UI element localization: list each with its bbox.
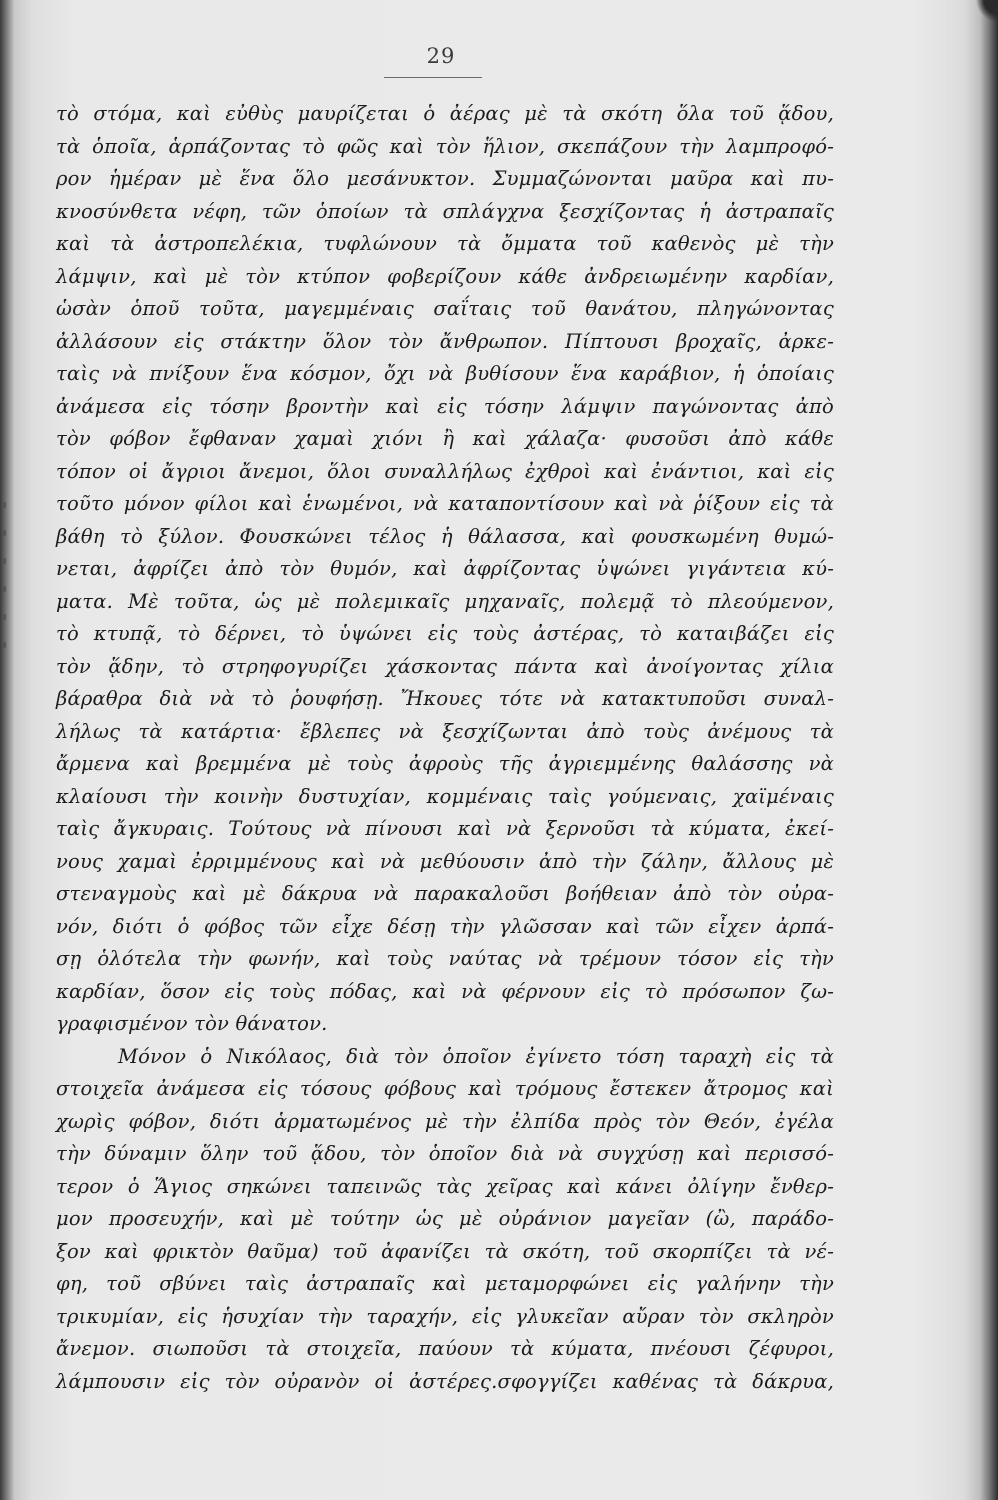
text-line: λήλως τὰ κατάρτια· ἔβλεπες νὰ ξεσχίζωνται ἀπὸ τοὺς ἀνέμους τὰ: [56, 719, 834, 743]
text-line: νόν, διότι ὁ φόβος τῶν εἶχε δέσῃ τὴν γλῶσσαν καὶ τῶν εἶχεν ἀρπά-: [56, 914, 834, 938]
page-number-rule: [384, 77, 482, 78]
text-line: ρον ἡμέραν μὲ ἕνα ὅλο μεσάνυκτον. Συμμαζώνονται μαῦρα καὶ πυ-: [56, 167, 834, 190]
text-line: τὸν ᾅδην, τὸ στρηφογυρίζει χάσκοντας πάντα καὶ ἀνοίγοντας χίλια: [56, 654, 834, 678]
gutter-marks: [0, 480, 10, 680]
text-line: ἄρμενα καὶ βρεμμένα μὲ τοὺς ἀφροὺς τῆς ἀγριεμμένης θαλάσσης νὰ: [56, 752, 834, 775]
text-line: ἀνάμεσα εἰς τόσην βροντὴν καὶ εἰς τόσην λάμψιν παγώνοντας ἀπὸ: [56, 394, 834, 418]
text-line: κνοσύνθετα νέφη, τῶν ὁποίων τὰ σπλάγχνα ξεσχίζοντας ἡ ἀστραπαῖς: [56, 199, 834, 223]
text-line: τρικυμίαν, εἰς ἡσυχίαν τὴν ταραχήν, εἰς γλυκεῖαν αὔραν τὸν σκληρὸν: [56, 1304, 834, 1328]
text-line: τὸ στόμα, καὶ εὐθὺς μαυρίζεται ὁ ἀέρας μὲ τὰ σκότη ὅλα τοῦ ᾅδου,: [56, 102, 834, 125]
text-line: τοῦτο μόνον φίλοι καὶ ἑνωμένοι, νὰ καταποντίσουν καὶ νὰ ῥίξουν εἰς τὰ: [56, 492, 834, 515]
text-line: ξον καὶ φρικτὸν θαῦμα) τοῦ ἀφανίζει τὰ σκότη, τοῦ σκορπίζει τὰ νέ-: [56, 1239, 834, 1263]
text-line: καὶ τὰ ἀστροπελέκια, τυφλώνουν τὰ ὄμματα τοῦ καθενὸς μὲ τὴν: [56, 232, 834, 255]
text-line: καρδίαν, ὅσον εἰς τοὺς πόδας, καὶ νὰ φέρνουν εἰς τὸ πρόσωπον ζω-: [56, 979, 834, 1003]
text-line: στοιχεῖα ἀνάμεσα εἰς τόσους φόβους καὶ τρόμους ἔστεκεν ἄτρομος καὶ: [56, 1077, 834, 1100]
corner-curl: [966, 0, 998, 28]
text-line: λάμψιν, καὶ μὲ τὸν κτύπον φοβερίζουν κάθε ἀνδρειωμένην καρδίαν,: [56, 264, 834, 288]
text-line: τὸν φόβον ἔφθαναν χαμαὶ χιόνι ἢ καὶ χάλαζα· φυσοῦσι ἀπὸ κάθε: [56, 427, 834, 450]
text-line: φη, τοῦ σβύνει ταὶς ἀστραπαῖς καὶ μεταμορφώνει εἰς γαλήνην τὴν: [56, 1272, 834, 1295]
text-line-paragraph-end: γραφισμένον τὸν θάνατον.: [56, 1012, 328, 1035]
text-line: ὡσὰν ὁποῦ τοῦτα, μαγεμμέναις σαΐταις τοῦ θανάτου, πληγώνοντας: [56, 297, 834, 320]
text-line: κλαίουσι τὴν κοινὴν δυστυχίαν, κομμέναις ταὶς γούμεναις, χαϊμέναις: [56, 784, 834, 808]
page-edge-shadow: [980, 0, 998, 1500]
page-number: 29: [426, 44, 456, 68]
text-line: στεναγμοὺς καὶ μὲ δάκρυα νὰ παρακαλοῦσι βοήθειαν ἀπὸ τὸν οὐρα-: [56, 882, 834, 905]
text-line: ταὶς ἄγκυραις. Τούτους νὰ πίνουσι καὶ νὰ ξερνοῦσι τὰ κύματα, ἐκεί-: [56, 817, 834, 840]
text-line-paragraph-start: Μόνον ὁ Νικόλαος, διὰ τὸν ὁποῖον ἐγίνετο τόση ταραχὴ εἰς τὰ: [118, 1044, 834, 1068]
text-line: βάθη τὸ ξύλον. Φουσκώνει τέλος ἡ θάλασσα, καὶ φουσκωμένη θυμώ-: [56, 524, 834, 548]
body-text: [56, 98, 834, 1398]
text-line: μον προσευχήν, καὶ μὲ τούτην ὡς μὲ οὐράνιον μαγεῖαν (ὢ, παράδο-: [56, 1207, 834, 1230]
text-line: τὰ ὁποῖα, ἁρπάζοντας τὸ φῶς καὶ τὸν ἥλιον, σκεπάζουν τὴν λαμπροφό-: [56, 134, 834, 158]
text-line: χωρὶς φόβον, διότι ἁρματωμένος μὲ τὴν ἐλπίδα πρὸς τὸν Θεόν, ἐγέλα: [56, 1109, 834, 1133]
text-line: βάραθρα διὰ νὰ τὸ ῥουφήσῃ. Ἤκουες τότε νὰ κατακτυποῦσι συναλ-: [56, 687, 834, 710]
text-line: νεται, ἀφρίζει ἀπὸ τὸν θυμόν, καὶ ἀφρίζοντας ὑψώνει γιγάντεια κύ-: [56, 557, 834, 580]
text-line: ταὶς νὰ πνίξουν ἕνα κόσμον, ὄχι νὰ βυθίσουν ἕνα καράβιον, ἡ ὁποίαις: [56, 362, 834, 385]
text-line: ἀλλάσουν εἰς στάκτην ὅλον τὸν ἄνθρωπον. Πίπτουσι βροχαῖς, ἀρκε-: [56, 329, 834, 353]
text-line: λάμπουσιν εἰς τὸν οὐρανὸν οἱ ἀστέρες.σφογγίζει καθένας τὰ δάκρυα,: [56, 1369, 834, 1393]
text-line: τόπον οἱ ἄγριοι ἄνεμοι, ὅλοι συναλλήλως ἐχθροὶ καὶ ἐνάντιοι, καὶ εἰς: [56, 459, 834, 483]
text-line: ματα. Μὲ τοῦτα, ὡς μὲ πολεμικαῖς μηχαναῖς, πολεμᾷ τὸ πλεούμενον,: [56, 589, 834, 613]
text-line: σῃ ὁλότελα τὴν φωνήν, καὶ τοὺς ναύτας νὰ τρέμουν τόσον εἰς τὴν: [56, 947, 834, 970]
text-line: τὴν δύναμιν ὅλην τοῦ ᾅδου, τὸν ὁποῖον διὰ νὰ συγχύσῃ καὶ περισσό-: [56, 1142, 834, 1165]
text-line: τερον ὁ Ἅγιος σηκώνει ταπεινῶς τὰς χεῖρας καὶ κάνει ὀλίγην ἔνθερ-: [56, 1174, 834, 1198]
text-line: νους χαμαὶ ἐρριμμένους καὶ νὰ μεθύουσιν ἀπὸ τὴν ζάλην, ἄλλους μὲ: [56, 849, 834, 873]
text-line: τὸ κτυπᾷ, τὸ δέρνει, τὸ ὑψώνει εἰς τοὺς ἀστέρας, τὸ καταιβάζει εἰς: [56, 622, 834, 645]
text-line: ἄνεμον. σιωποῦσι τὰ στοιχεῖα, παύουν τὰ κύματα, πνέουσι ζέφυροι,: [56, 1337, 834, 1360]
binding-shadow: [0, 0, 14, 1500]
